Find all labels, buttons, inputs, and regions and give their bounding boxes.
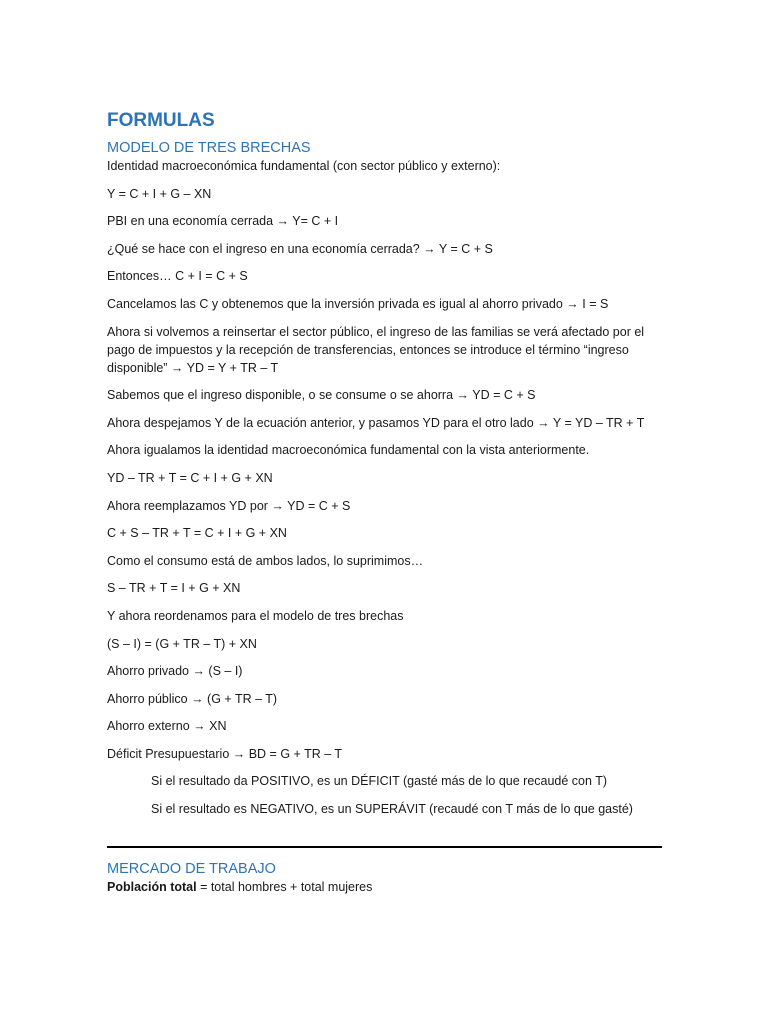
paragraph: Ahorro externo → XN — [107, 719, 227, 734]
bold-term: Población total — [107, 880, 197, 895]
paragraph: Ahora igualamos la identidad macroeconómica fundamental con la vista anteriormente. — [107, 443, 590, 458]
paragraph: Sabemos que el ingreso disponible, o se consume o se ahorra → YD = C + S — [107, 388, 536, 403]
section-heading-tres-brechas: MODELO DE TRES BRECHAS — [107, 140, 311, 156]
indented-paragraph: Si el resultado da POSITIVO, es un DÉFICIT (gasté más de lo que recaudé con T) — [151, 774, 608, 789]
horizontal-rule — [107, 846, 662, 848]
paragraph: (S – I) = (G + TR – T) + XN — [107, 636, 257, 651]
paragraph: YD – TR + T = C + I + G + XN — [107, 470, 273, 485]
paragraph: Identidad macroeconómica fundamental (con sector público y externo): — [107, 159, 501, 173]
paragraph-poblacion-total — [107, 878, 662, 896]
section-heading-mercado-trabajo: MERCADO DE TRABAJO — [107, 861, 276, 878]
paragraph: ¿Qué se hace con el ingreso en una economía cerrada? → Y = C + S — [107, 241, 493, 256]
definition-text: = total hombres + total mujeres — [196, 880, 373, 895]
paragraph: S – TR + T = I + G + XN — [107, 581, 241, 596]
paragraph: Y ahora reordenamos para el modelo de tres brechas — [107, 608, 404, 623]
paragraph: Entonces… C + I = C + S — [107, 269, 248, 284]
paragraph: Ahora reemplazamos YD por → YD = C + S — [107, 498, 351, 513]
document-content — [107, 109, 662, 906]
paragraph: Ahorro público → (G + TR – T) — [107, 691, 278, 706]
paragraph: PBI en una economía cerrada → Y= C + I — [107, 214, 339, 229]
paragraph: Ahora si volvemos a reinsertar el sector público, el ingreso de las familias se verá afectado por el pago de impuestos y la recepción de transferencias, entonces se introduce el término “ingreso disponible” → YD = Y + TR – T — [107, 324, 645, 375]
paragraph: Ahorro privado → (S – I) — [107, 664, 243, 679]
paragraph: Ahora despejamos Y de la ecuación anterior, y pasamos YD para el otro lado → Y = YD – TR + T — [107, 415, 645, 430]
paragraph: Y = C + I + G – XN — [107, 186, 212, 201]
paragraph: C + S – TR + T = C + I + G + XN — [107, 526, 287, 541]
paragraph: Déficit Presupuestario → BD = G + TR – T — [107, 746, 343, 761]
document-title: FORMULAS — [107, 110, 215, 131]
paragraph: Como el consumo está de ambos lados, lo suprimimos… — [107, 553, 424, 568]
paragraph: Cancelamos las C y obtenemos que la inversión privada es igual al ahorro privado → I = S — [107, 296, 609, 311]
indented-paragraph: Si el resultado es NEGATIVO, es un SUPERÁVIT (recaudé con T más de lo que gasté) — [151, 802, 633, 817]
